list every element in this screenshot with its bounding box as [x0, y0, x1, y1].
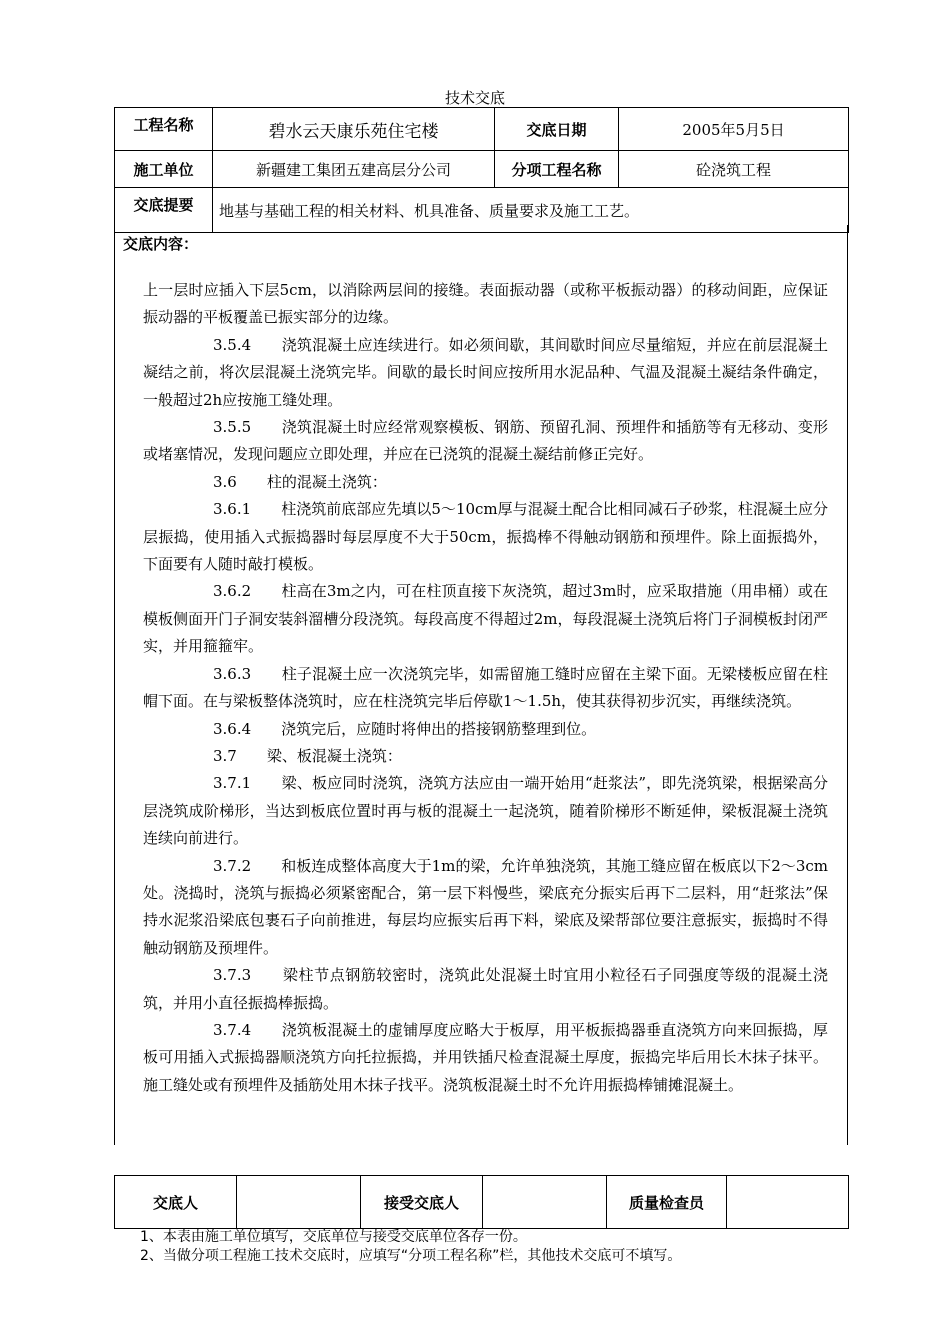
content-paragraph: 3.7.2 和板连成整体高度大于1m的梁，允许单独浇筑，其施工缝应留在板底以下2～3cm处。浇捣时，浇筑与振捣必须紧密配合，第一层下料慢些，梁底充分振实后再下二层料，用“赶浆法”保持水泥浆沿梁底包裹石子向前推进，每层均应振实后再下料，梁底及梁帮部位要注意振实，振捣时不得触动钢筋及预埋件。 — [143, 856, 828, 957]
receiver-label: 接受交底人 — [361, 1176, 483, 1229]
content-paragraph: 3.5.4 浇筑混凝土应连续进行。如必须间歇，其间歇时间应尽量缩短，并应在前层混凝土凝结之前，将次层混凝土浇筑完毕。间歇的最长时间应按所用水泥品种、气温及混凝土凝结条件确定，一般超过2h应按施工缝处理。 — [143, 335, 828, 409]
content-paragraph: 3.6.2 柱高在3m之内，可在柱顶直接下灰浇筑，超过3m时，应采取措施（用串桶）或在模板侧面开门子洞安装斜溜槽分段浇筑。每段高度不得超过2m，每段混凝土浇筑后将门子洞模板封闭严实，并用箍箍牢。 — [143, 582, 828, 656]
content-paragraph: 3.6.1 柱浇筑前底部应先填以5～10cm厚与混凝土配合比相同减石子砂浆，柱混凝土应分层振捣，使用插入式振捣器时每层厚度不大于50cm，振捣棒不得触动钢筋和预埋件。除上面振捣外，下面要有人随时敲打模板。 — [143, 500, 828, 574]
signature-table — [114, 1175, 849, 1229]
subproject-value: 砼浇筑工程 — [619, 151, 849, 188]
content-section — [114, 225, 848, 1145]
contractor-label: 施工单位 — [115, 151, 213, 188]
header-table — [114, 107, 849, 233]
note-item: 1、本表由施工单位填写，交底单位与接受交底单位各存一份。 — [140, 1229, 527, 1245]
content-paragraph: 3.6.3 柱子混凝土应一次浇筑完毕，如需留施工缝时应留在主梁下面。无梁楼板应留在柱帽下面。在与梁板整体浇筑时，应在柱浇筑完毕后停歇1～1.5h，使其获得初步沉实，再继续浇筑。 — [143, 664, 828, 711]
content-label: 交底内容： — [123, 235, 199, 253]
presenter-label: 交底人 — [115, 1176, 237, 1229]
content-paragraph: 3.5.5 浇筑混凝土时应经常观察模板、钢筋、预留孔洞、预埋件和插筋等有无移动、变形或堵塞情况，发现问题应立即处理，并应在已浇筑的混凝土凝结前修正完好。 — [143, 418, 828, 464]
date-label: 交底日期 — [495, 108, 619, 151]
contractor-value: 新疆建工集团五建高层分公司 — [213, 151, 495, 188]
date-value: 2005年5月5日 — [619, 108, 849, 151]
project-name-label: 工程名称 — [115, 108, 213, 151]
content-paragraph: 3.6.4 浇筑完后，应随时将伸出的搭接钢筋整理到位。 — [213, 719, 597, 738]
content-paragraph: 上一层时应插入下层5cm，以消除两层间的接缝。表面振动器（或称平板振动器）的移动间距，应保证振动器的平板覆盖已振实部分的边缘。 — [143, 281, 828, 327]
inspector-field[interactable] — [727, 1176, 849, 1229]
project-name-value: 碧水云天康乐苑住宅楼 — [213, 108, 495, 151]
content-body — [143, 277, 828, 1099]
header-row-contractor — [115, 151, 849, 188]
receiver-field[interactable] — [483, 1176, 607, 1229]
notes — [140, 1228, 840, 1266]
subproject-label: 分项工程名称 — [495, 151, 619, 188]
content-paragraph: 3.7 梁、板混凝土浇筑： — [213, 746, 402, 765]
presenter-field[interactable] — [237, 1176, 361, 1229]
content-paragraph: 3.7.3 梁柱节点钢筋较密时，浇筑此处混凝土时宜用小粒径石子同强度等级的混凝土浇筑，并用小直径振捣棒振捣。 — [143, 966, 828, 1012]
content-paragraph: 3.6 柱的混凝土浇筑： — [213, 472, 387, 491]
signature-row — [115, 1176, 849, 1229]
note-item: 2、当做分项工程施工技术交底时，应填写“分项工程名称”栏，其他技术交底可不填写。 — [140, 1248, 682, 1264]
inspector-label: 质量检查员 — [607, 1176, 727, 1229]
summary-label: 交底提要 — [115, 188, 213, 233]
summary-value: 地基与基础工程的相关材料、机具准备、质量要求及施工工艺。 — [213, 188, 849, 233]
document-title: 技术交底 — [444, 89, 505, 107]
header-row-project — [115, 108, 849, 151]
content-paragraph: 3.7.1 梁、板应同时浇筑，浇筑方法应由一端开始用“赶浆法”，即先浇筑梁，根据梁高分层浇筑成阶梯形，当达到板底位置时再与板的混凝土一起浇筑，随着阶梯形不断延伸，梁板混凝土浇筑连续向前进行。 — [143, 774, 828, 848]
content-paragraph: 3.7.4 浇筑板混凝土的虚铺厚度应略大于板厚，用平板振捣器垂直浇筑方向来回振捣，厚板可用插入式振捣器顺浇筑方向托拉振捣，并用铁插尺检查混凝土厚度，振捣完毕后用长木抹子抹平。施工缝处或有预埋件及插筋处用木抹子找平。浇筑板混凝土时不允许用振捣棒铺摊混凝土。 — [143, 1020, 828, 1094]
